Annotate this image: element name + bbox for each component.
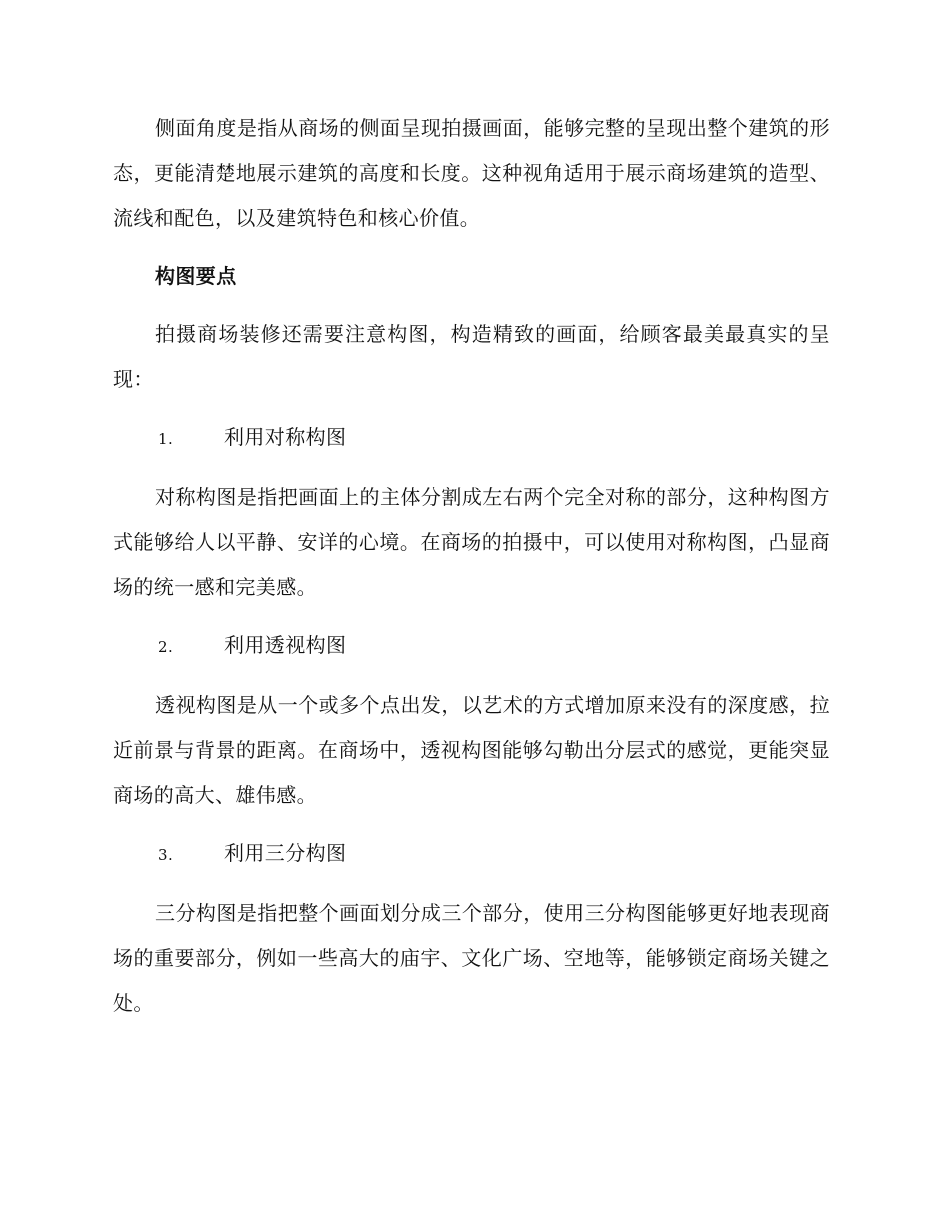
spacer bbox=[113, 402, 830, 415]
section-heading: 构图要点 bbox=[155, 264, 237, 288]
list-item-title: 利用三分构图 bbox=[224, 841, 347, 865]
list-number: 1. bbox=[158, 430, 174, 448]
intro-paragraph: 侧面角度是指从商场的侧面呈现拍摄画面，能够完整的呈现出整个建筑的形态，更能清楚地展示建筑的高度和长度。这种视角适用于展示商场建筑的造型、流线和配色，以及建筑特色和核心价值。 bbox=[113, 116, 830, 230]
list-item-1-body: 对称构图是指把画面上的主体分割成左右两个完全对称的部分，这种构图方式能够给人以平静、安详的心境。在商场的拍摄中，可以使用对称构图，凸显商场的统一感和完美感。 bbox=[113, 485, 830, 599]
list-item-2-heading bbox=[113, 623, 830, 670]
spacer bbox=[113, 299, 830, 312]
spacer bbox=[113, 670, 830, 683]
list-number: 3. bbox=[158, 846, 174, 864]
document-page bbox=[113, 106, 830, 1026]
list-item-3-heading bbox=[113, 831, 830, 878]
spacer bbox=[113, 610, 830, 623]
spacer bbox=[113, 462, 830, 475]
section-intro-paragraph: 拍摄商场装修还需要注意构图，构造精致的画面，给顾客最美最真实的呈现： bbox=[113, 322, 830, 391]
list-item-2-body: 透视构图是从一个或多个点出发，以艺术的方式增加原来没有的深度感，拉近前景与背景的距离。在商场中，透视构图能够勾勒出分层式的感觉，更能突显商场的高大、雄伟感。 bbox=[113, 693, 830, 807]
spacer bbox=[113, 241, 830, 254]
list-number: 2. bbox=[158, 638, 174, 656]
spacer bbox=[113, 878, 830, 891]
list-item-title: 利用透视构图 bbox=[224, 633, 347, 657]
list-item-title: 利用对称构图 bbox=[224, 425, 347, 449]
list-item-3-body: 三分构图是指把整个画面划分成三个部分，使用三分构图能够更好地表现商场的重要部分，例如一些高大的庙宇、文化广场、空地等，能够锁定商场关键之处。 bbox=[113, 901, 830, 1015]
list-item-1-heading bbox=[113, 415, 830, 462]
spacer bbox=[113, 818, 830, 831]
